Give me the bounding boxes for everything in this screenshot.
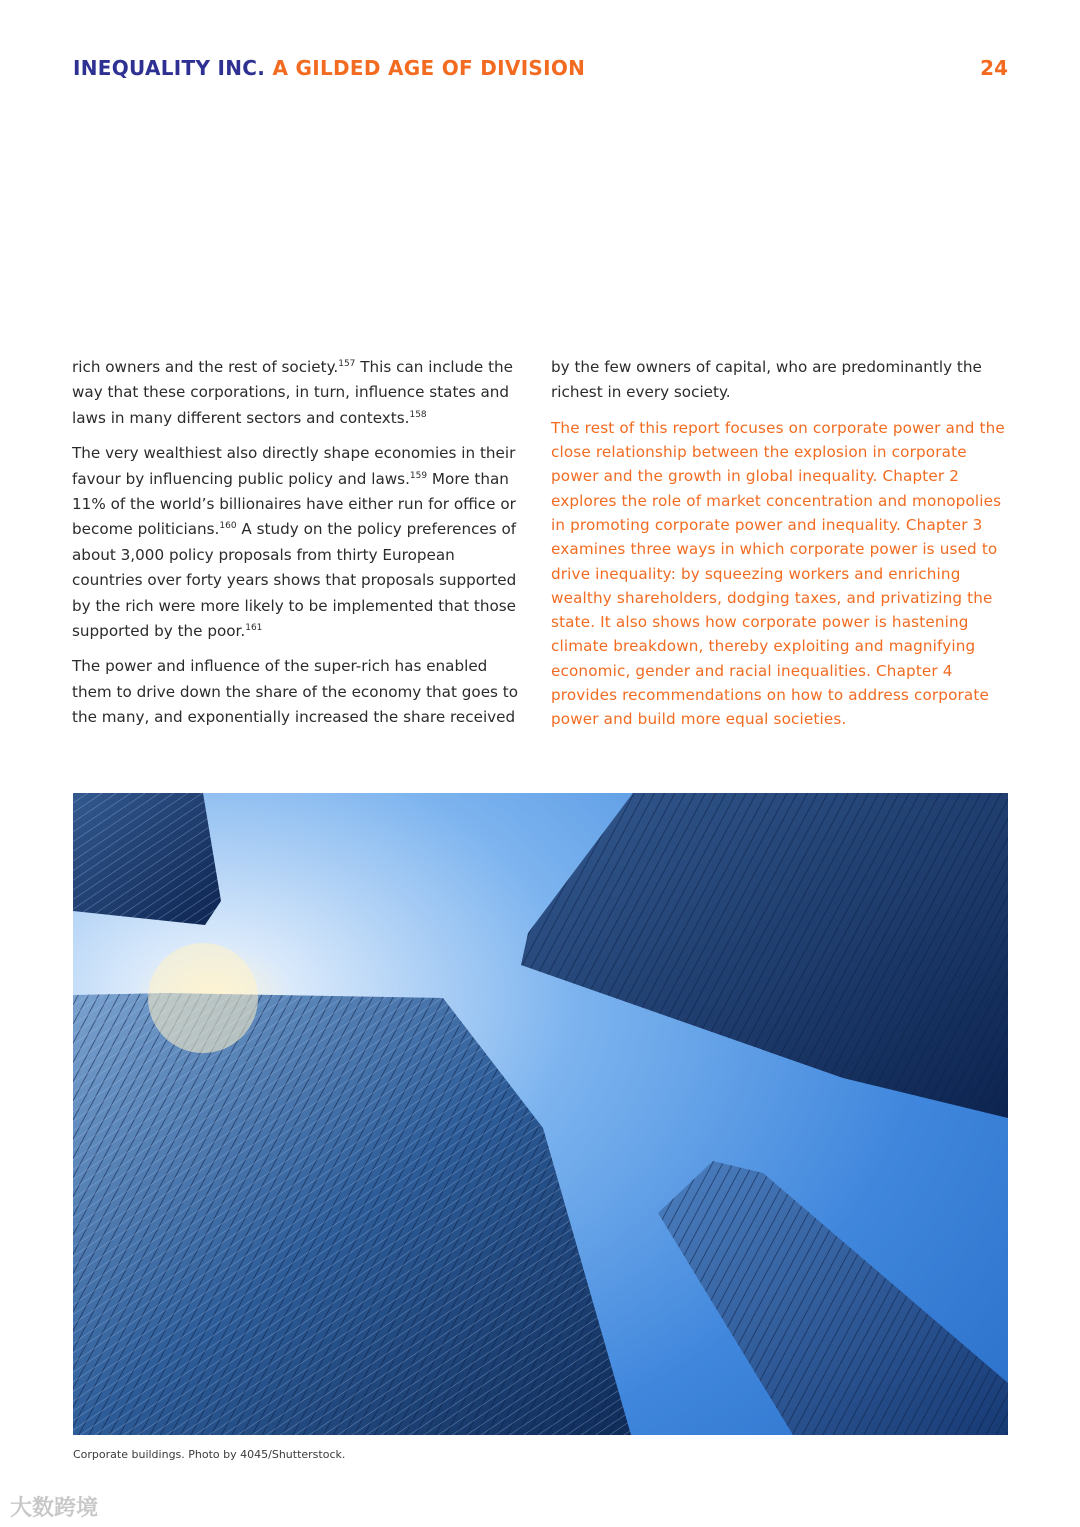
- footnote-ref: 159: [409, 470, 428, 481]
- left-column: [72, 355, 527, 741]
- page-number: 24: [980, 56, 1008, 80]
- title-subtitle: A GILDED AGE OF DIVISION: [272, 56, 586, 80]
- paragraph: The power and influence of the super-rich has enabled them to drive down the share of the economy that goes to the many, and exponentially increased the share received: [72, 657, 519, 727]
- watermark-text: 大数跨境: [10, 1495, 99, 1521]
- skyscrapers-photo: [73, 793, 1008, 1435]
- footnote-ref: 157: [338, 358, 356, 369]
- title-main: INEQUALITY INC.: [73, 56, 266, 80]
- document-title: [73, 56, 585, 80]
- footnote-ref: 161: [245, 623, 263, 633]
- footnote-ref: 160: [219, 521, 237, 532]
- page-header: [73, 56, 1008, 86]
- footnote-ref: 158: [409, 409, 427, 420]
- watermark: [10, 1491, 98, 1521]
- paragraph: rich owners and the rest of society.$^{157}$ This can include the way that these corporations, in turn, influence states and laws in many different sectors and contexts.$^{158}$: [72, 358, 513, 427]
- paragraph: The very wealthiest also directly shape economies in their favour by influencing public policy and laws.$^{159}$ More than 11% of the world’s billionaires have either run for office or become politicians.$^{160}$ A study on the policy preferences of about 3,000 policy proposals from thirty European countries over forty years shows that proposals supported by the rich were more likely to be implemented that those supported by the poor.$^{161}$: [72, 444, 517, 641]
- highlighted-paragraph: The rest of this report focuses on corporate power and the close relationship between the explosion in corporate power and the growth in global inequality. Chapter 2 explores the role of market concentration and monopolies in promoting corporate power and inequality. Chapter 3 examines three ways in which corporate power is used to drive inequality: by squeezing workers and enriching wealthy shareholders, dodging taxes, and privatizing the state. It also shows how corporate power is hastening climate breakdown, thereby exploiting and magnifying economic, gender and racial inequalities. Chapter 4 provides recommendations on how to address corporate power and build more equal societies.: [551, 418, 1005, 729]
- photo-caption: Corporate buildings. Photo by 4045/Shutterstock.: [73, 1448, 346, 1461]
- paragraph: by the few owners of capital, who are predominantly the richest in every society.: [551, 358, 982, 402]
- right-column: [551, 355, 1006, 742]
